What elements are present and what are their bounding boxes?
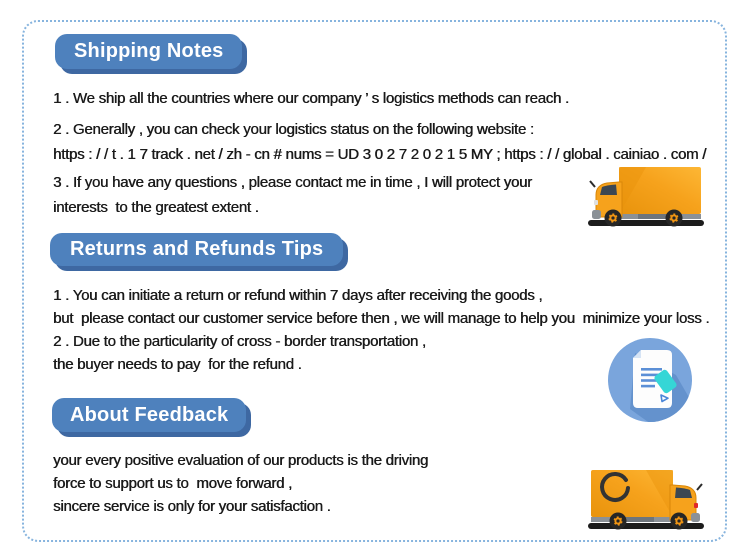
text-line: 3 . If you have any questions , please contact me in time , I will protect your: [53, 174, 532, 191]
text-line: 1 . We ship all the countries where our company ’ s logistics methods can reach .: [53, 90, 569, 107]
shipping-notes-badge: [55, 34, 242, 69]
shipping-notes-badge-label: Shipping Notes: [74, 40, 224, 62]
text-line: the buyer needs to pay for the refund .: [53, 356, 302, 373]
text-line: force to support us to move forward ,: [53, 475, 292, 492]
text-line: sincere service is only for your satisfaction .: [53, 498, 331, 515]
text-line: 2 . Generally , you can check your logistics status on the following website :: [53, 121, 534, 138]
text-line: 1 . You can initiate a return or refund within 7 days after receiving the goods ,: [53, 287, 543, 304]
about-feedback-badge: [52, 398, 246, 432]
text-line: 2 . Due to the particularity of cross - border transportation ,: [53, 333, 426, 350]
text-line: interests to the greatest extent .: [53, 199, 259, 216]
tracking-url-line: https : / / t . 1 7 track . net / zh - cn # nums = UD 3 0 2 7 2 0 2 1 5 MY ; https : / / global . cainiao . com /: [53, 146, 707, 163]
delivery-truck-right-icon: [586, 466, 706, 537]
delivery-truck-left-icon: [586, 164, 706, 233]
text-line: your every positive evaluation of our products is the driving: [53, 452, 428, 469]
returns-refunds-badge: [50, 233, 343, 266]
returns-refunds-badge-label: Returns and Refunds Tips: [70, 238, 324, 260]
return-document-icon: [606, 335, 694, 430]
about-feedback-badge-label: About Feedback: [70, 403, 229, 426]
text-line: but please contact our customer service before then , we will manage to help you minimize your loss .: [53, 310, 710, 327]
